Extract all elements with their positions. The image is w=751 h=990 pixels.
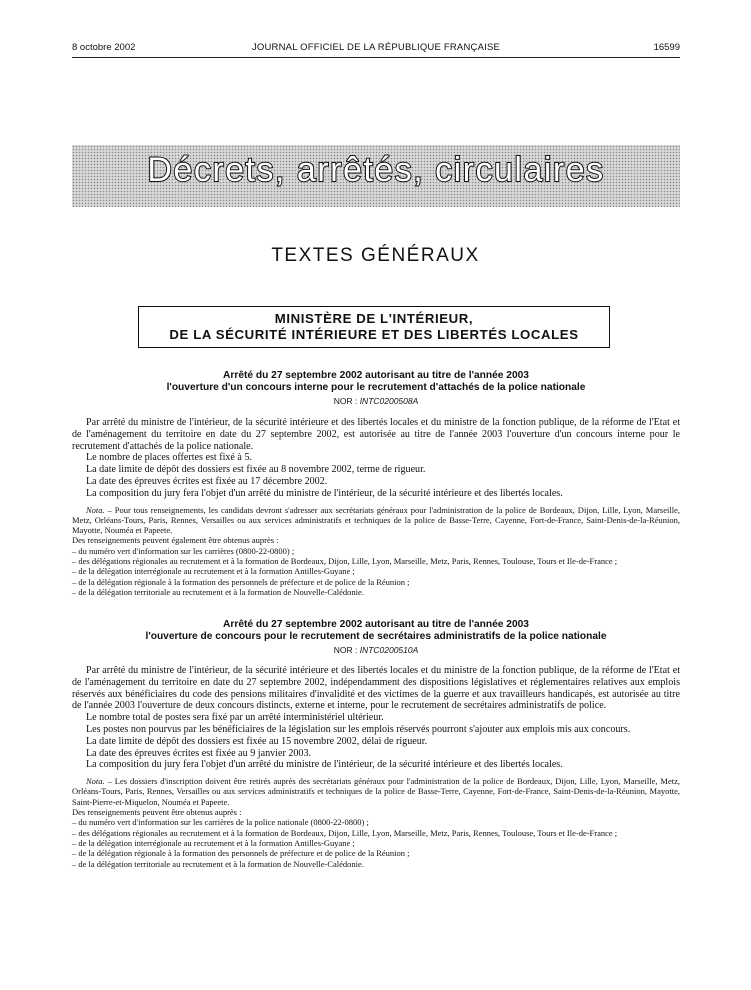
section-banner [72,145,680,207]
arrete1-note-text: – Pour tous renseignements, les candidats devront s'adresser aux secrétariats généraux pour l'administration de la police de Bordeaux, Dijon, Lille, Lyon, Marseille, Metz, Orléans-Tours, Paris, Rennes, Versailles ou aux services administratifs et techniques de la police de Basse-Terre, Cayenne, Fort-de-France, Saint-Denis-de-la-Réunion, Mayotte, Nouméa et Papeete. [72,504,680,536]
running-header [72,42,680,56]
arrete2-nor [72,645,680,656]
arrete2-paragraph: La date limite de dépôt des dossiers est fixée au 15 novembre 2002, délai de rigueur. [86,735,428,747]
arrete2-note-label: Nota. [86,776,105,787]
ministry-line-1: MINISTÈRE DE L'INTÉRIEUR, [274,311,474,326]
arrete1-title [72,370,680,394]
arrete2-note-text: – Les dossiers d'inscription doivent être retirés auprès des secrétariats généraux pour l'administration de la police de Bordeaux, Dijon, Lille, Lyon, Marseille, Metz, Orléans-Tours, Paris, Rennes, Versailles ou aux services administratifs et techniques de la police de Basse-Terre, Cayenne, Fort-de-France, Saint-Denis-de-la-Réunion, Mayotte, Saint-Pierre-et-Miquelon, Nouméa et Papeete. [72,776,680,807]
arrete1-paragraph: La date des épreuves écrites est fixée au 17 décembre 2002. [86,475,328,487]
arrete1-nor [72,396,680,407]
arrete2-paragraph: Les postes non pourvus par les bénéficiaires de la législation sur les emplois réservés pourront s'ajouter aux emplois mis aux concours. [86,723,631,735]
arrete1-note [72,505,680,536]
arrete2-info-item: – du numéro vert d'information sur les carrières de la police nationale (0800-22-0800) ; [72,817,369,828]
header-rule [72,57,680,58]
arrete1-info-item: – de la délégation territoriale au recrutement et à la formation de Nouvelle-Calédonie. [72,586,364,597]
arrete2-title-line-1: Arrêté du 27 septembre 2002 autorisant au titre de l'année 2003 [223,619,529,630]
arrete1-paragraph: La composition du jury fera l'objet d'un arrêté du ministre de l'intérieur, de la sécurité intérieure et des libertés locales. [86,487,563,499]
arrete1-paragraph: Le nombre de places offertes est fixé à 5. [86,452,253,464]
arrete2-body [72,665,680,869]
arrete2-info-item: – de la délégation territoriale au recrutement et à la formation de Nouvelle-Calédonie. [72,858,364,869]
arrete1-paragraph: Par arrêté du ministre de l'intérieur, de la sécurité intérieure et des libertés locales et du ministre de la fonction publique, de la réforme de l'Etat et de l'aménagement du territoire en date du 27 septembre 2002, est autorisée au titre de l'année 2003 l'ouverture d'un concours interne pour le recrutement d'attachés de la police nationale. [72,417,680,452]
arrete1-nor-label: NOR : [333,396,360,406]
header-date: 8 octobre 2002 [72,42,136,53]
arrete1-info-item: – des délégations régionales au recrutement et à la formation de Bordeaux, Dijon, Lille, Lyon, Marseille, Metz, Paris, Rennes, Toulouse, Tours et Ile-de-France ; [72,556,618,567]
arrete2-paragraph: La composition du jury fera l'objet d'un arrêté du ministre de l'intérieur, de la sécurité intérieure et des libertés locales. [86,759,563,771]
arrete2-nor-label: NOR : [333,645,360,655]
arrete1-info-item: – de la délégation interrégionale au recrutement et à la formation Antilles-Guyane ; [72,566,355,577]
arrete1-info-intro: Des renseignements peuvent également être obtenus auprès : [72,535,279,546]
arrete1-title-line-1: Arrêté du 27 septembre 2002 autorisant au titre de l'année 2003 [223,370,529,381]
arrete2-note [72,776,680,807]
banner-title: Décrets, arrêtés, circulaires [147,151,605,189]
arrete1-body [72,417,680,597]
ministry-line-2: DE LA SÉCURITÉ INTÉRIEURE ET DES LIBERTÉS LOCALES [169,327,579,342]
arrete1-info-item: – du numéro vert d'information sur les carrières (0800-22-0800) ; [72,545,295,556]
arrete1-info-item: – de la délégation régionale à la formation des personnels de préfecture et de police de la Réunion ; [72,576,410,587]
header-journal-title: JOURNAL OFFICIEL DE LA RÉPUBLIQUE FRANÇAISE [251,42,501,53]
arrete2-info-intro: Des renseignements peuvent être obtenus auprès : [72,807,242,818]
arrete1-nor-code: INTC0200508A [359,396,419,406]
arrete2-info-item: – des délégations régionales au recrutement et à la formation de Bordeaux, Dijon, Lille, Lyon, Marseille, Metz, Paris, Rennes, Toulouse, Tours et Ile-de-France ; [72,827,618,838]
arrete2-nor-code: INTC0200510A [359,645,419,655]
arrete1-title-line-2: l'ouverture d'un concours interne pour le recrutement d'attachés de la police nationale [166,382,586,393]
arrete2-title-line-2: l'ouverture de concours pour le recrutement de secrétaires administratifs de la police nationale [145,631,607,642]
arrete2-paragraph: La date des épreuves écrites est fixée au 9 janvier 2003. [86,747,312,759]
section-title: TEXTES GÉNÉRAUX [271,245,480,266]
arrete1-paragraph: La date limite de dépôt des dossiers est fixée au 8 novembre 2002, terme de rigueur. [86,464,426,476]
arrete2-info-item: – de la délégation régionale à la formation des personnels de préfecture et de police de la Réunion ; [72,848,410,859]
arrete2-title [72,619,680,643]
arrete2-paragraph: Le nombre total de postes sera fixé par un arrêté interministériel ultérieur. [86,712,384,724]
arrete1-note-label: Nota. [86,504,105,515]
ministry-box [138,306,610,348]
header-page-number: 16599 [653,42,680,53]
arrete2-info-item: – de la délégation interrégionale au recrutement et à la formation Antilles-Guyane ; [72,837,355,848]
arrete2-paragraph: Par arrêté du ministre de l'intérieur, de la sécurité intérieure et des libertés locales et du ministre de la fonction publique, de la réforme de l'Etat et de l'aménagement du territoire en date du 27 septembre 2002, indépendamment des dispositions législatives et réglementaires relatives aux emplois réservés aux bénéficiaires du code des pensions militaires d'invalidité et des victimes de la guerre et aux travailleurs handicapés, est autorisée au titre de l'année 2003 l'ouverture de deux concours distincts, externe et interne, pour le recrutement de secrétaires administratifs de police. [72,665,680,712]
